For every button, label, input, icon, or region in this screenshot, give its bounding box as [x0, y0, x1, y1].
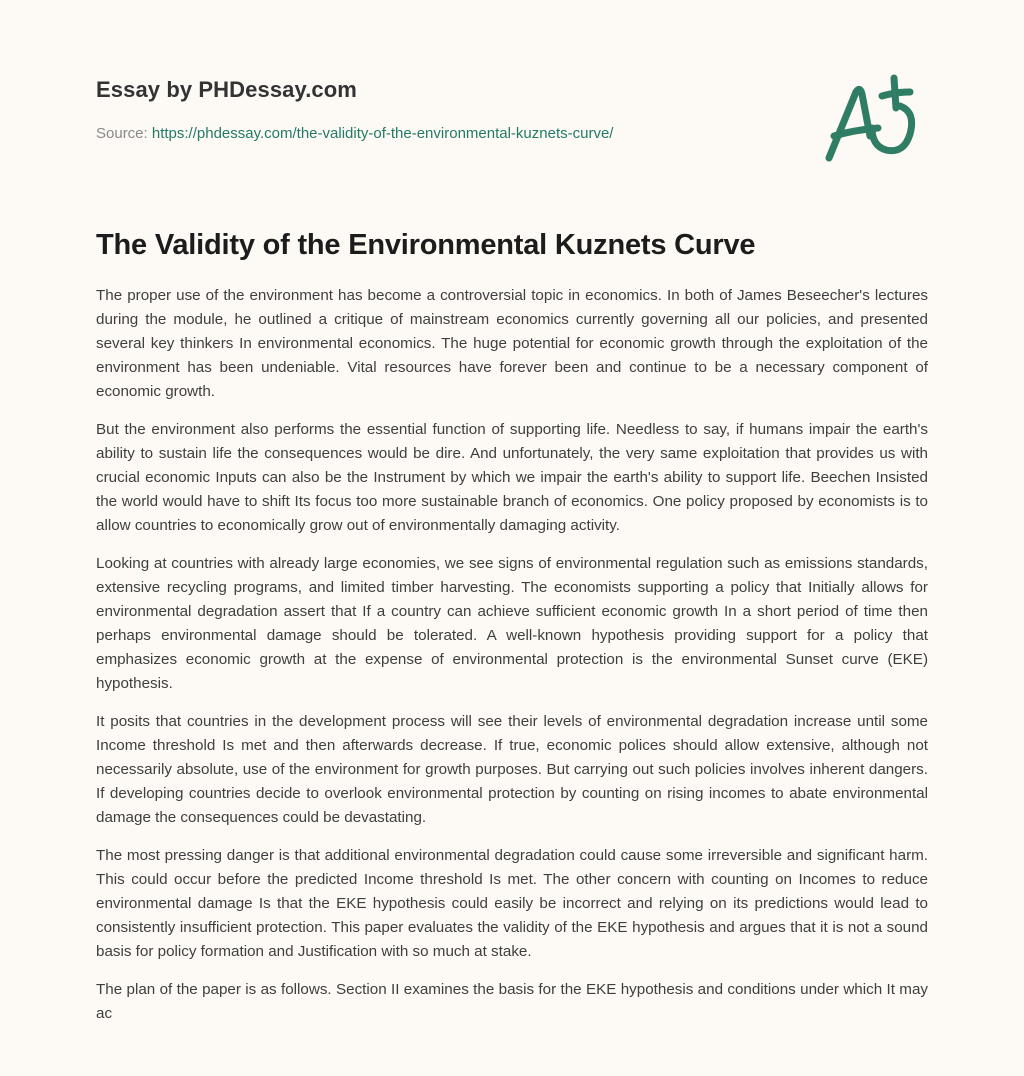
paragraph: The proper use of the environment has become a controversial topic in economics. In both of James Beseecher's lectures during the module, he outlined a critique of mainstream economics currently governing all our policies, and presented several key thinkers In environmental economics. The huge potential for economic growth through the exploitation of the environment has been undeniable. Vital resources have forever been and continue to be a necessary component of economic growth. — [96, 287, 928, 400]
a-plus-grade-icon — [820, 66, 930, 166]
paragraph: It posits that countries in the development process will see their levels of environmental degradation increase until some Income threshold Is met and then afterwards decrease. If true, economic polices should allow extensive, although not necessarily absolute, use of the environment for growth purposes. But carrying out such policies involves inherent dangers. If developing countries decide to overlook environmental protection by counting on rising incomes to abate environmental damage the consequences could be devastating. — [96, 713, 928, 826]
source-link[interactable]: https://phdessay.com/the-validity-of-the-environmental-kuznets-curve/ — [151, 125, 614, 142]
article-body — [96, 284, 928, 1040]
brand-title: Essay by PHDessay.com — [96, 77, 357, 102]
paragraph: The plan of the paper is as follows. Section II examines the basis for the EKE hypothesis and conditions under which It may ac — [96, 981, 928, 1022]
page-header — [96, 76, 856, 142]
paragraph: The most pressing danger is that additional environmental degradation could cause some irreversible and significant harm. This could occur before the predicted Income threshold Is met. The other concern with counting on Incomes to reduce environmental damage Is that the EKE hypothesis could easily be incorrect and relying on its predictions would lead to consistently insufficient protection. This paper evaluates the validity of the EKE hypothesis and argues that it is not a sound basis for policy formation and Justification with so much at stake. — [96, 847, 928, 960]
source-label: Source: — [96, 125, 148, 142]
article-title: The Validity of the Environmental Kuznets Curve — [96, 229, 756, 261]
source-line — [96, 124, 613, 144]
paragraph: But the environment also performs the essential function of supporting life. Needless to say, if humans impair the earth's ability to sustain life the consequences would be dire. And unfortunately, the very same exploitation that provides us with crucial economic Inputs can also be the Instrument by which we impair the earth's ability to support life. Beechen Insisted the world would have to shift Its focus too more sustainable branch of economics. One policy proposed by economists is to allow countries to economically grow out of environmentally damaging activity. — [96, 421, 928, 534]
paragraph: Looking at countries with already large economies, we see signs of environmental regulation such as emissions standards, extensive recycling programs, and limited timber harvesting. The economists supporting a policy that Initially allows for environmental degradation assert that If a country can achieve sufficient economic growth In a short period of time then perhaps environmental damage should be tolerated. A well-known hypothesis providing support for a policy that emphasizes economic growth at the expense of environmental protection is the environmental Sunset curve (EKE) hypothesis. — [96, 555, 928, 692]
